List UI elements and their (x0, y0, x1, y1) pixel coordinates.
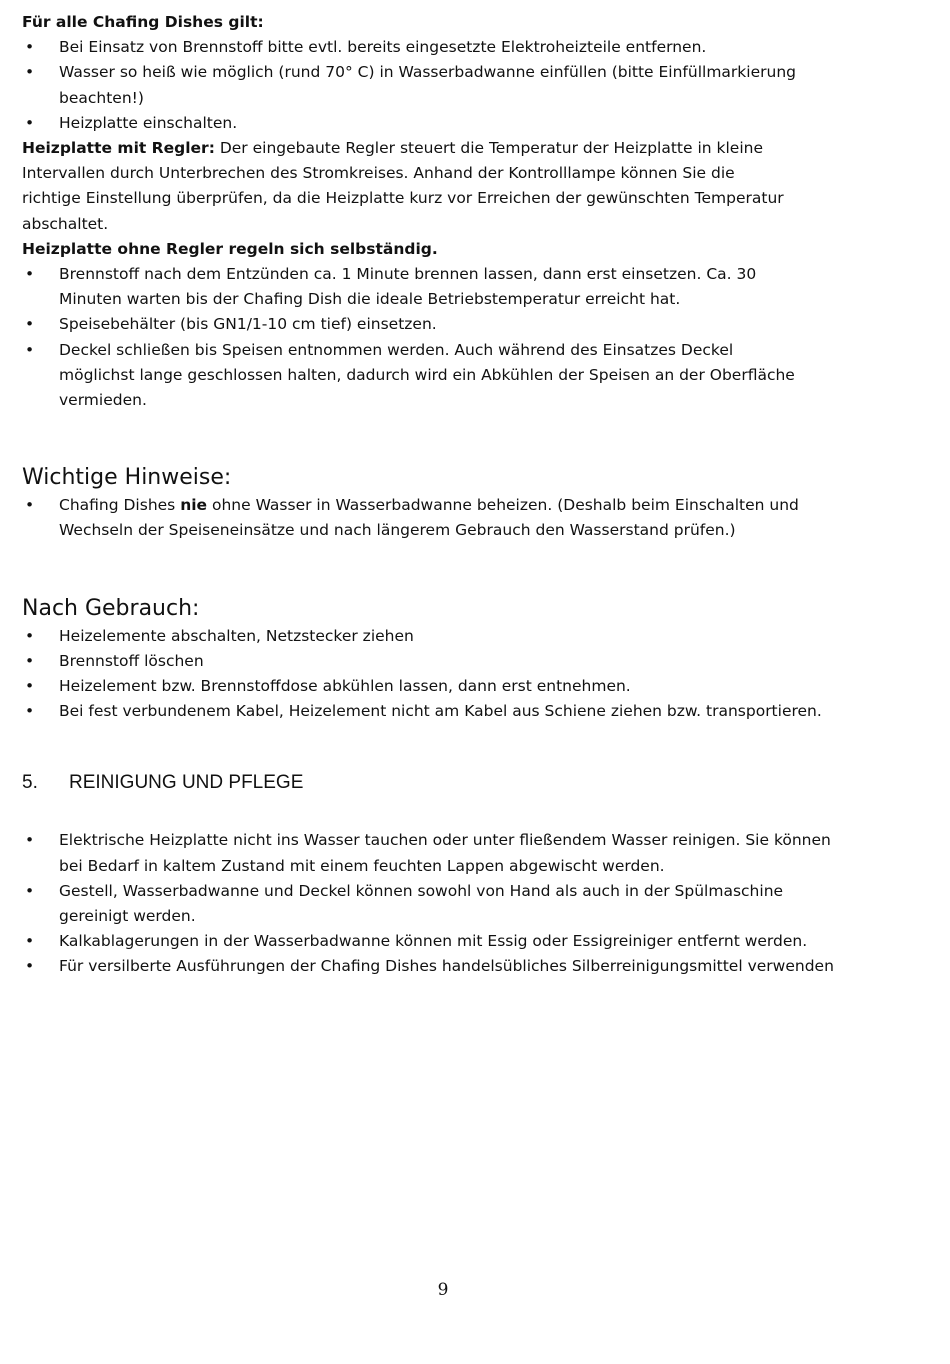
list-item (22, 954, 922, 979)
section-heading-nach-gebrauch: Nach Gebrauch: (22, 595, 200, 621)
list-item-text: vermieden. (59, 391, 147, 410)
section-heading-hinweise: Wichtige Hinweise: (22, 465, 232, 491)
list-item-text: Für versilberte Ausführungen der Chafing Dishes handelsübliches Silberreinigungsmittel verwenden (59, 957, 834, 976)
list-item-text (59, 493, 922, 518)
bullet-icon: • (25, 932, 35, 951)
list-item (22, 649, 922, 674)
bullet-icon: • (25, 340, 35, 359)
bullet-icon: • (25, 677, 35, 696)
hinweis-text: Chafing Dishes (59, 496, 181, 515)
list-item-text: Gestell, Wasserbadwanne und Deckel können sowohl von Hand als auch in der Spülmaschine (59, 881, 784, 900)
section-heading-allgemein: Für alle Chafing Dishes gilt: (22, 13, 264, 31)
bullet-icon: • (25, 113, 35, 132)
list-item (22, 262, 922, 312)
bullet-icon: • (25, 315, 35, 334)
list-item-text: Brennstoff löschen (59, 651, 204, 670)
list-item-text: Speisebehälter (bis GN1/1-10 cm tief) einsetzen. (59, 315, 437, 334)
page-number: 9 (437, 1280, 449, 1300)
hinweis-text: ohne Wasser in Wasserbadwanne beheizen. (Deshalb beim Einschalten und (207, 496, 799, 515)
section-title: REINIGUNG UND PFLEGE (69, 772, 304, 794)
list-item-text: Deckel schließen bis Speisen entnommen werden. Auch während des Einsatzes Deckel (59, 340, 734, 359)
list-item-text: Minuten warten bis der Chafing Dish die ideale Betriebstemperatur erreicht hat. (59, 290, 681, 309)
bullet-icon: • (25, 831, 35, 850)
section-heading-reinigung (22, 769, 922, 797)
list-item (22, 111, 922, 136)
list-item (22, 338, 922, 414)
regler-text: Der eingebaute Regler steuert die Temperatur der Heizplatte in kleine (214, 139, 763, 158)
ohne-regler-heading: Heizplatte ohne Regler regeln sich selbständig. (22, 239, 438, 258)
list-item-text: Wechseln der Speiseneinsätze und nach längerem Gebrauch den Wasserstand prüfen.) (59, 521, 736, 540)
list-item-text: gereinigt werden. (59, 907, 196, 926)
list-item-text: Brennstoff nach dem Entzünden ca. 1 Minute brennen lassen, dann erst einsetzen. Ca. 30 (59, 265, 757, 284)
bullet-icon: • (25, 702, 35, 721)
list-item-text: möglichst lange geschlossen halten, dadurch wird ein Abkühlen der Speisen an der Oberfläche (59, 365, 795, 384)
list-item-text: Heizplatte einschalten. (59, 113, 238, 132)
bullet-icon: • (25, 957, 35, 976)
section-number: 5. (22, 772, 38, 794)
list-item (22, 312, 922, 337)
list-item (22, 624, 922, 649)
regler-label: Heizplatte mit Regler: (22, 139, 215, 158)
list-item-text: Kalkablagerungen in der Wasserbadwanne können mit Essig oder Essigreiniger entfernt werden. (59, 932, 808, 951)
list-item (22, 674, 922, 699)
list-item (22, 35, 922, 60)
bullet-icon: • (25, 881, 35, 900)
list-item (22, 60, 922, 110)
regler-paragraph-line: abschaltet. (22, 214, 109, 233)
list-item (22, 493, 922, 543)
list-item (22, 828, 922, 878)
bullet-icon: • (25, 38, 35, 57)
list-item (22, 929, 922, 954)
list-item-text: Bei fest verbundenem Kabel, Heizelement nicht am Kabel aus Schiene ziehen bzw. transportieren. (59, 702, 822, 721)
bullet-icon: • (25, 626, 35, 645)
list-item-text: Bei Einsatz von Brennstoff bitte evtl. bereits eingesetzte Elektroheizteile entfernen. (59, 38, 707, 57)
list-item-text: bei Bedarf in kaltem Zustand mit einem feuchten Lappen abgewischt werden. (59, 856, 665, 875)
bullet-icon: • (25, 496, 35, 515)
page-content (22, 10, 922, 980)
regler-paragraph-line: Intervallen durch Unterbrechen des Stromkreises. Anhand der Kontrolllampe können Sie die (22, 164, 735, 183)
list-item-text: Heizelemente abschalten, Netzstecker ziehen (59, 626, 414, 645)
list-item-text: Wasser so heiß wie möglich (rund 70° C) in Wasserbadwanne einfüllen (bitte Einfüllmarkierung (59, 63, 796, 82)
bullet-icon: • (25, 265, 35, 284)
bullet-icon: • (25, 63, 35, 82)
regler-paragraph-line: richtige Einstellung überprüfen, da die Heizplatte kurz vor Erreichen der gewünschten Temperatur (22, 189, 784, 208)
list-item-text: Heizelement bzw. Brennstoffdose abkühlen lassen, dann erst entnehmen. (59, 677, 631, 696)
regler-paragraph-line (22, 136, 922, 161)
hinweis-emphasis: nie (180, 496, 208, 515)
list-item (22, 879, 922, 929)
list-item (22, 699, 922, 724)
list-item-text: beachten!) (59, 88, 144, 107)
bullet-icon: • (25, 651, 35, 670)
list-item-text: Elektrische Heizplatte nicht ins Wasser tauchen oder unter fließendem Wasser reinigen. Sie können (59, 831, 831, 850)
